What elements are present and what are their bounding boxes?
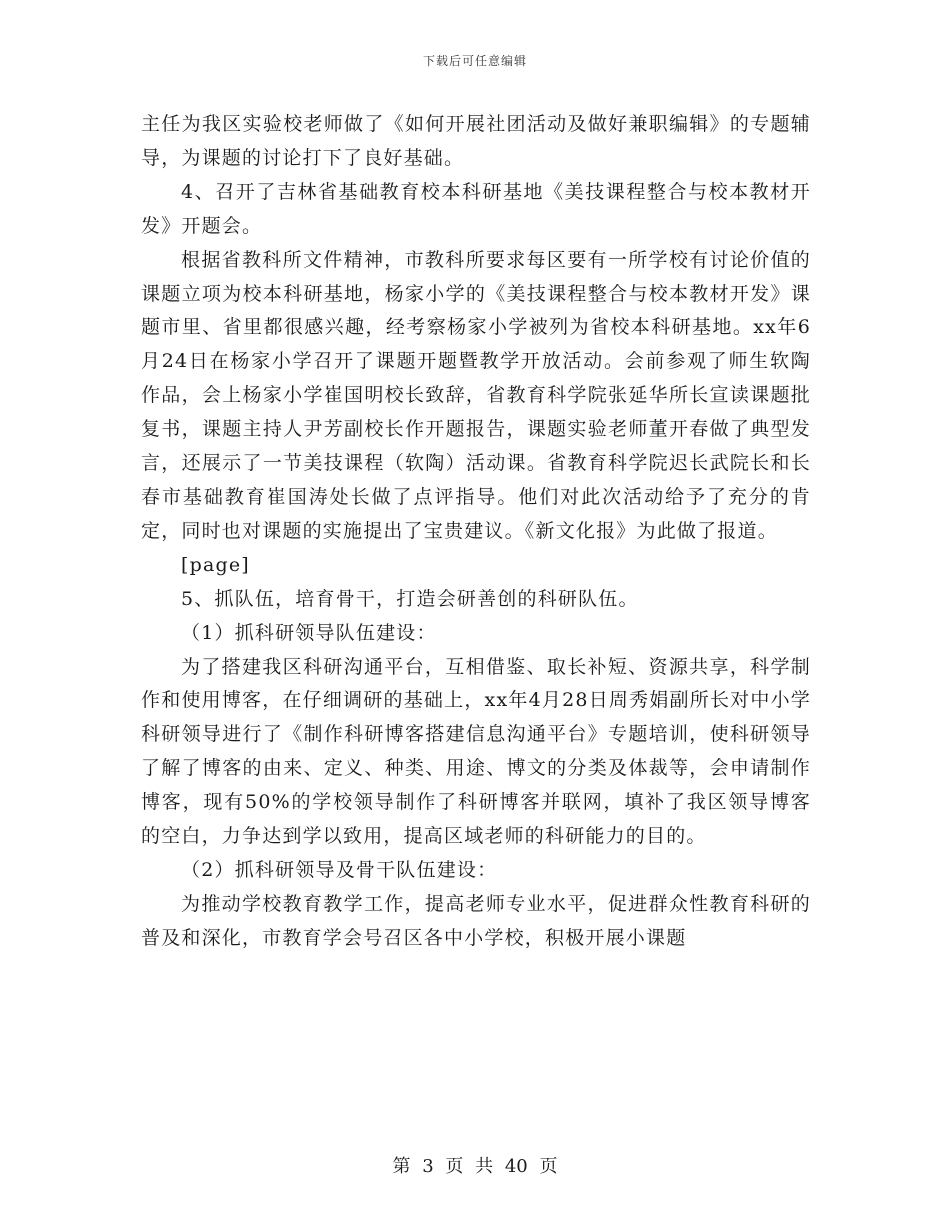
subheading-1: （1）抓科研领导队伍建设： xyxy=(181,621,437,644)
paragraph-4: 为了搭建我区科研沟通平台，互相借鉴、取长补短、资源共享，科学制作和使用博客，在仔细调研的基础上，xx年4月28日周秀娟副所长对中小学科研领导进行了《制作科研博客搭建信息沟通平台》专题培训，使科研领导了解了博客的由来、定义、种类、用途、博文的分类及体裁等，会申请制作博客，现有50%的学校领导制作了科研博客并联网，填补了我区领导博客的空白，力争达到学以致用，提高区域老师的科研能力的目的。 xyxy=(141,655,811,848)
paragraph-1: 主任为我区实验校老师做了《如何开展社团活动及做好兼职编辑》的专题辅导，为课题的讨论打下了良好基础。 xyxy=(141,113,811,169)
subheading-2: （2）抓科研领导及骨干队伍建设： xyxy=(181,858,498,881)
page-header-note: 下载后可任意编辑 xyxy=(422,54,527,68)
paragraph-3: 根据省教科所文件精神，市教科所要求每区要有一所学校有讨论价值的课题立项为校本科研基地，杨家小学的《美技课程整合与校本教材开发》课题市里、省里都很感兴趣，经考察杨家小学被列为省校本科研基地。xx年6月24日在杨家小学召开了课题开题暨教学开放活动。会前参观了师生软陶作品，会上杨家小学崔国明校长致辞，省教育科学院张延华所长宣读课题批复书，课题主持人尹芳副校长作开题报告，课题实验老师董开春做了典型发言，还展示了一节美技课程（软陶）活动课。省教育科学院迟长武院长和长春市基础教育崔国涛处长做了点评指导。他们对此次活动给予了充分的肯定，同时也对课题的实施提出了宝贵建议。《新文化报》为此做了报道。 xyxy=(141,248,811,542)
section-heading-5: 5、抓队伍，培育骨干，打造会研善创的科研队伍。 xyxy=(181,587,639,610)
paragraph-2: 4、召开了吉林省基础教育校本科研基地《美技课程整合与校本教材开发》开题会。 xyxy=(141,180,811,237)
document-body xyxy=(141,108,811,956)
paragraph-5: 为推动学校教育教学工作，提高老师专业水平，促进群众性教育科研的普及和深化，市教育学会号召区各中小学校，积极开展小课题 xyxy=(141,892,811,949)
page-number-footer: 第 3 页 共 40 页 xyxy=(392,1156,558,1177)
page-marker: [page] xyxy=(181,553,250,576)
